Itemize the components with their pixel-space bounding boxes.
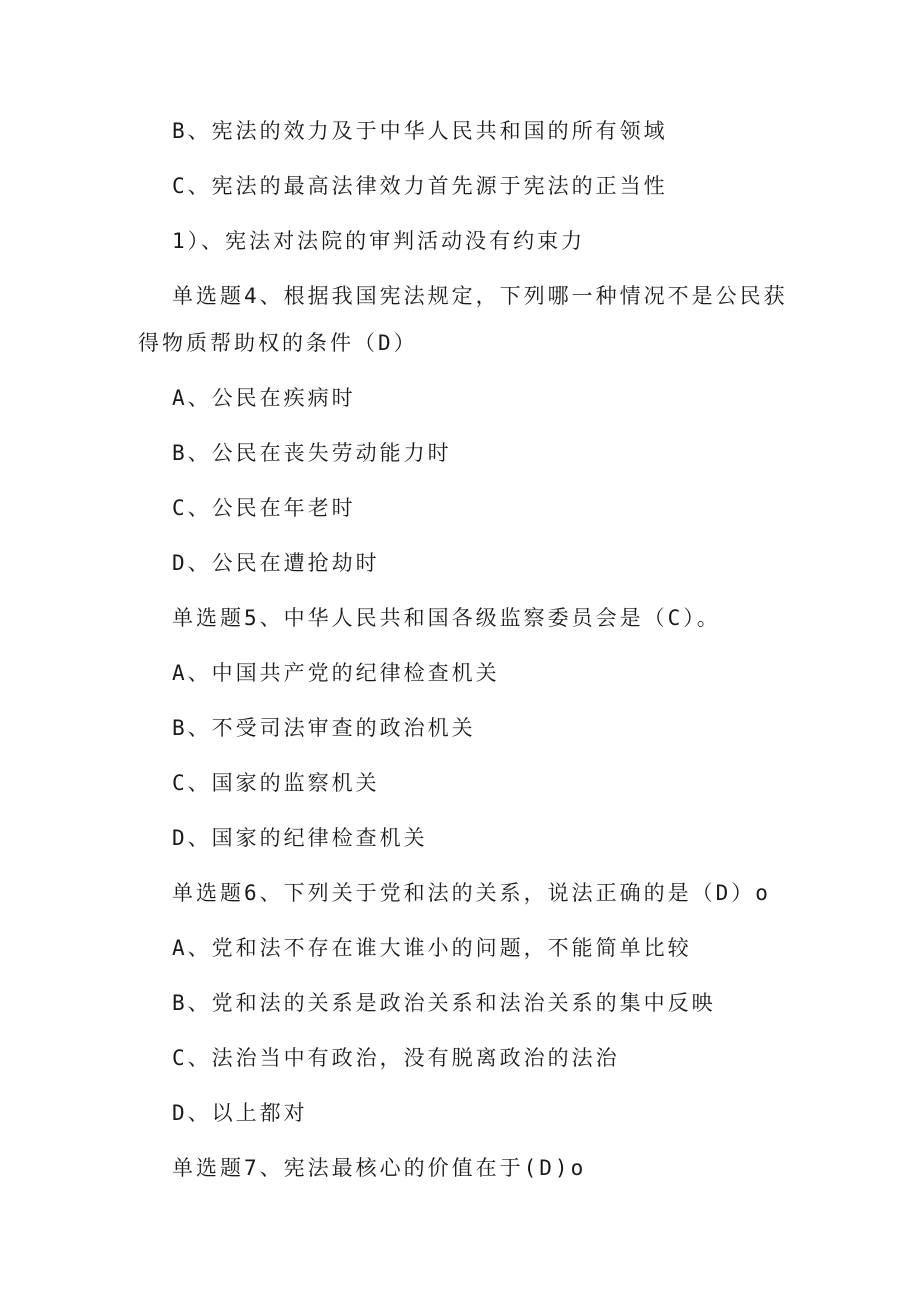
option-b-q6: B、党和法的关系是政治关系和法治关系的集中反映 (172, 991, 716, 1015)
option-b-q5: B、不受司法审查的政治机关 (172, 716, 476, 740)
option-b-q4: B、公民在丧失劳动能力时 (172, 441, 452, 465)
option-c-q6: C、法治当中有政治，没有脱离政治的法治 (172, 1046, 620, 1070)
option-d-q5: D、国家的纪律检查机关 (172, 826, 428, 850)
option-a-q4: A、公民在疾病时 (172, 386, 356, 410)
question-5-title: 单选题5、中华人民共和国各级监察委员会是（C）。 (172, 606, 721, 630)
question-4-title: 单选题4、根据我国宪法规定，下列哪一种情况不是公民获 (172, 284, 788, 308)
option-d-q6: D、以上都对 (172, 1101, 308, 1125)
question-4-title-cont: 得物质帮助权的条件（D） (138, 331, 418, 355)
question-7-title: 单选题7、宪法最核心的价值在于(D)o (172, 1156, 587, 1180)
option-c-q3: C、宪法的最高法律效力首先源于宪法的正当性 (172, 174, 668, 198)
option-d-q4: D、公民在遭抢劫时 (172, 551, 380, 575)
option-a-q5: A、中国共产党的纪律检查机关 (172, 661, 500, 685)
option-a-q6: A、党和法不存在谁大谁小的问题，不能简单比较 (172, 936, 692, 960)
question-6-title: 单选题6、下列关于党和法的关系，说法正确的是（D）o (172, 881, 771, 905)
option-c-q5: C、国家的监察机关 (172, 771, 380, 795)
option-c-q4: C、公民在年老时 (172, 496, 356, 520)
option-d-q3: 1）、宪法对法院的审判活动没有约束力 (172, 229, 586, 253)
option-b-q3: B、宪法的效力及于中华人民共和国的所有领域 (172, 119, 668, 143)
